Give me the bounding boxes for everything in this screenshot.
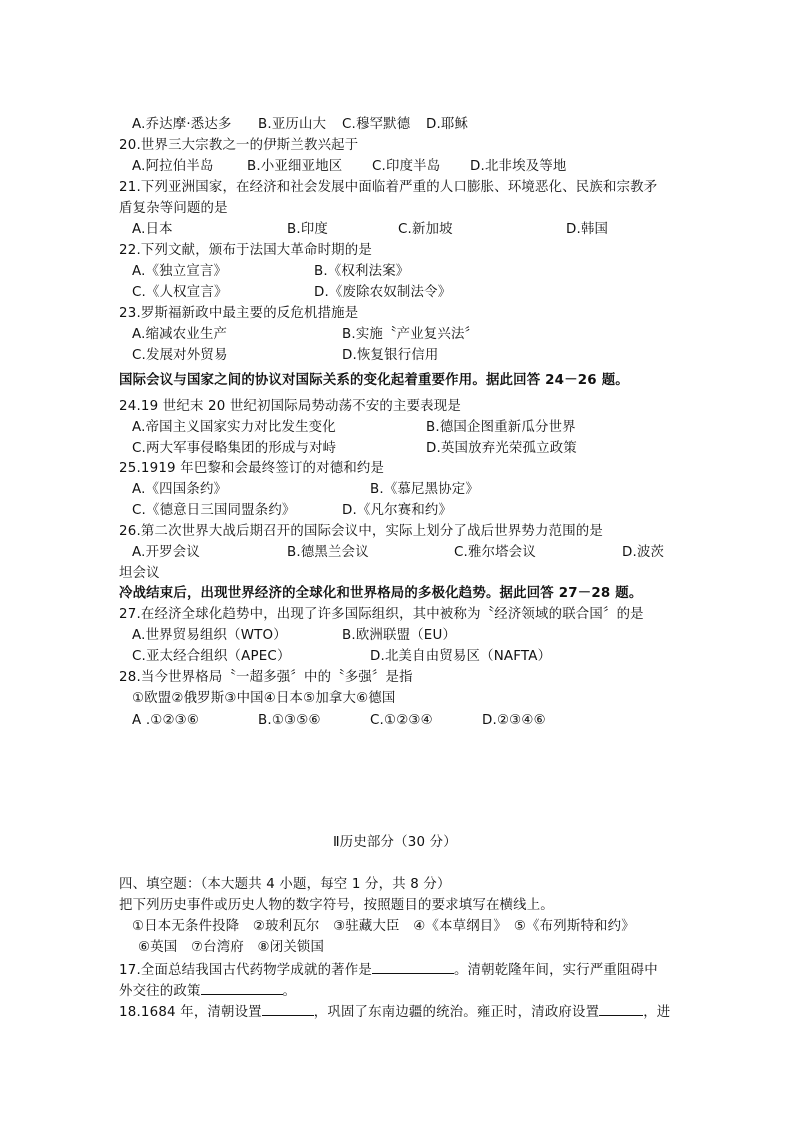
q18-text-c: ，进 xyxy=(643,1005,671,1020)
q27-option-b: B.欧洲联盟（EU） xyxy=(342,628,457,643)
q23-option-c: C.发展对外贸易 xyxy=(132,348,228,363)
q28-option-a: A .①②③⑥ xyxy=(132,713,200,728)
q23-stem: 23.罗斯福新政中最主要的反危机措施是 xyxy=(119,306,359,321)
q22-option-b: B.《权利法案》 xyxy=(314,264,410,279)
q21-option-c: C.新加坡 xyxy=(398,222,453,237)
q20-option-b: B.小亚细亚地区 xyxy=(247,159,343,174)
q18-text-a: 18.1684 年，清朝设置 xyxy=(119,1005,262,1020)
q28-items: ①欧盟②俄罗斯③中国④日本⑤加拿大⑥德国 xyxy=(132,691,396,706)
q26-option-d-continued: 坦会议 xyxy=(119,566,160,581)
fill-options-line2: ⑥英国 ⑦台湾府 ⑧闭关锁国 xyxy=(138,940,325,955)
q25-option-b: B.《慕尼黑协定》 xyxy=(370,482,479,497)
q20-option-c: C.印度半岛 xyxy=(372,159,441,174)
q17-text-b: 。清朝乾隆年间，实行严重阻碍中 xyxy=(453,963,658,978)
q23-option-d: D.恢复银行信用 xyxy=(342,348,439,363)
q22-option-c: C.《人权宣言》 xyxy=(132,285,228,300)
fill-heading: 四、填空题：（本大题共 4 小题，每空 1 分，共 8 分） xyxy=(119,877,451,892)
q17-blank-1[interactable] xyxy=(372,960,454,974)
q28-stem: 28.当今世界格局〝一超多强〞中的〝多强〞是指 xyxy=(119,670,413,685)
section-intro-24-26: 国际会议与国家之间的协议对国际关系的变化起着重要作用。据此回答 24－26 题。 xyxy=(119,373,629,388)
q17-blank-2[interactable] xyxy=(201,981,283,995)
q21-option-b: B.印度 xyxy=(287,222,329,237)
q18-text-b: ，巩固了东南边疆的统治。雍正时，清政府设置 xyxy=(313,1005,600,1020)
part2-title: Ⅱ历史部分（30 分） xyxy=(333,835,457,850)
q24-option-d: D.英国放弃光荣孤立政策 xyxy=(426,441,577,456)
q18-blank-2[interactable] xyxy=(599,1002,643,1016)
q17-line1 xyxy=(119,960,658,980)
q24-option-c: C.两大军事侵略集团的形成与对峙 xyxy=(132,441,337,456)
q17-text-c: 外交往的政策 xyxy=(119,984,201,999)
q19-option-d: D.耶稣 xyxy=(426,117,469,132)
q28-option-b: B.①③⑤⑥ xyxy=(258,713,321,728)
q28-option-d: D.②③④⑥ xyxy=(482,713,546,728)
q17-line2 xyxy=(119,981,296,1001)
q27-option-c: C.亚太经合组织（APEC） xyxy=(132,649,291,664)
q21-option-d: D.韩国 xyxy=(566,222,609,237)
q18-line1 xyxy=(119,1002,670,1022)
q24-option-b: B.德国企图重新瓜分世界 xyxy=(426,420,576,435)
q25-option-d: D.《凡尔赛和约》 xyxy=(342,503,453,518)
q22-stem: 22.下列文献，颁布于法国大革命时期的是 xyxy=(119,243,372,258)
q26-option-a: A.开罗会议 xyxy=(132,545,200,560)
q27-option-a: A.世界贸易组织（WTO） xyxy=(132,628,287,643)
q27-stem: 27.在经济全球化趋势中，出现了许多国际组织，其中被称为〝经济领域的联合国〞的是 xyxy=(119,607,644,622)
q21-stem-line1: 21.下列亚洲国家，在经济和社会发展中面临着严重的人口膨胀、环境恶化、民族和宗教矛 xyxy=(119,180,658,195)
q26-option-b: B.德黑兰会议 xyxy=(287,545,369,560)
q25-stem: 25.1919 年巴黎和会最终签订的对德和约是 xyxy=(119,461,385,476)
q22-option-d: D.《废除农奴制法令》 xyxy=(314,285,452,300)
q25-option-c: C.《德意日三国同盟条约》 xyxy=(132,503,296,518)
fill-instruction: 把下列历史事件或历史人物的数字符号，按照题目的要求填写在横线上。 xyxy=(119,898,554,913)
q19-option-c: C.穆罕默德 xyxy=(342,117,411,132)
section-intro-27-28: 冷战结束后，出现世界经济的全球化和世界格局的多极化趋势。据此回答 27－28 题。 xyxy=(119,586,643,601)
q19-option-b: B.亚历山大 xyxy=(258,117,327,132)
q20-option-d: D.北非埃及等地 xyxy=(470,159,567,174)
q20-stem: 20.世界三大宗教之一的伊斯兰教兴起于 xyxy=(119,138,359,153)
q20-option-a: A.阿拉伯半岛 xyxy=(132,159,214,174)
q27-option-d: D.北美自由贸易区（NAFTA） xyxy=(370,649,552,664)
q23-option-b: B.实施〝产业复兴法〞 xyxy=(342,327,479,342)
q26-option-d: D.波茨 xyxy=(622,545,665,560)
q21-option-a: A.日本 xyxy=(132,222,173,237)
q19-option-a: A.乔达摩·悉达多 xyxy=(132,117,232,132)
q17-text-a: 17.全面总结我国古代药物学成就的著作是 xyxy=(119,963,372,978)
q18-blank-1[interactable] xyxy=(262,1002,314,1016)
q24-stem: 24.19 世纪末 20 世纪初国际局势动荡不安的主要表现是 xyxy=(119,399,461,414)
q22-option-a: A.《独立宣言》 xyxy=(132,264,228,279)
q24-option-a: A.帝国主义国家实力对比发生变化 xyxy=(132,420,336,435)
q28-option-c: C.①②③④ xyxy=(370,713,433,728)
q25-option-a: A.《四国条约》 xyxy=(132,482,228,497)
q21-stem-line2: 盾复杂等问题的是 xyxy=(119,201,228,216)
q26-stem: 26.第二次世界大战后期召开的国际会议中，实际上划分了战后世界势力范围的是 xyxy=(119,524,603,539)
q17-text-d: 。 xyxy=(282,984,297,999)
q26-option-c: C.雅尔塔会议 xyxy=(454,545,536,560)
fill-options-line1: ①日本无条件投降 ②玻利瓦尔 ③驻藏大臣 ④《本草纲目》 ⑤《布列斯特和约》 xyxy=(132,919,635,934)
q23-option-a: A.缩减农业生产 xyxy=(132,327,228,342)
